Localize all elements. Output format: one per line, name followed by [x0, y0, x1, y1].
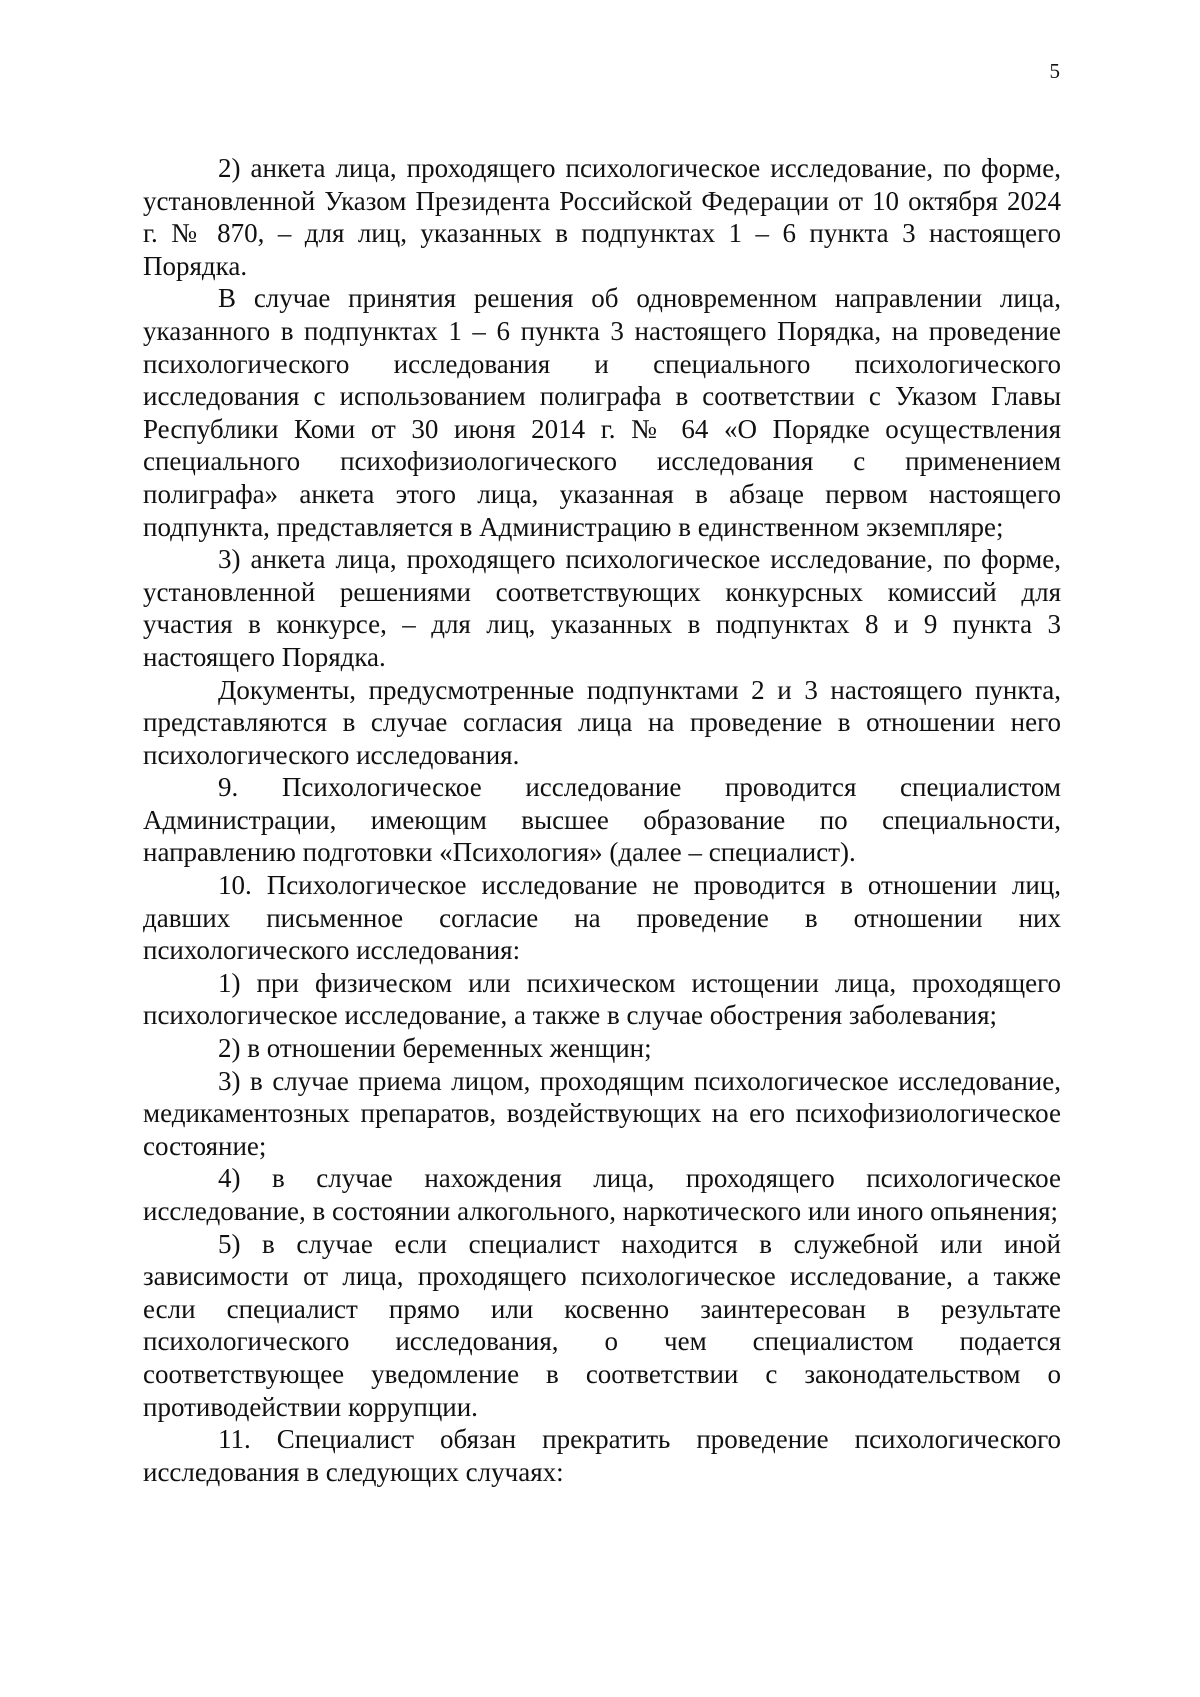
paragraph-clause-10-item-5: 5) в случае если специалист находится в служебной или иной зависимости от лица, проходящего психологическое исследование, а также если специалист прямо или косвенно заинтересован в результате психологического исследования, о чем специалистом подается соответствующее уведомление в соответствии с законодательством о противодействии коррупции.: [143, 1228, 1061, 1422]
paragraph-clause-10-item-3: 3) в случае приема лицом, проходящим психологическое исследование, медикаментозных препаратов, воздействующих на его психофизиологическое состояние;: [143, 1065, 1061, 1161]
paragraph-simultaneous-referral: В случае принятия решения об одновременном направлении лица, указанного в подпунктах 1 – 6 пункта 3 настоящего Порядка, на проведение психологического исследования и специального психологического исследования с использованием полиграфа в соответствии с Указом Главы Республики Коми от 30 июня 2014 г. № 64 «О Порядке осуществления специального психофизиологического исследования с применением полиграфа» анкета этого лица, указанная в абзаце первом настоящего подпункта, представляется в Администрацию в единственном экземпляре;: [143, 283, 1061, 542]
paragraph-clause-9: 9. Психологическое исследование проводится специалистом Администрации, имеющим высшее образование по специальности, направлению подготовки «Психология» (далее – специалист).: [143, 772, 1061, 868]
paragraph-clause-10-item-2: 2) в отношении беременных женщин;: [218, 1033, 652, 1064]
paragraph-clause-10-item-4: 4) в случае нахождения лица, проходящего психологическое исследование, в состоянии алкогольного, наркотического или иного опьянения;: [143, 1163, 1061, 1226]
paragraph-documents-consent: Документы, предусмотренные подпунктами 2 и 3 настоящего пункта, представляются в случае согласия лица на проведение в отношении него психологического исследования.: [143, 674, 1061, 770]
paragraph-clause-10-item-1: 1) при физическом или психическом истощении лица, проходящего психологическое исследование, а также в случае обострения заболевания;: [143, 967, 1061, 1031]
paragraph-clause-11: 11. Специалист обязан прекратить проведение психологического исследования в следующих случаях:: [143, 1424, 1061, 1487]
paragraph-item-3-questionnaire: 3) анкета лица, проходящего психологическое исследование, по форме, установленной решениями соответствующих конкурсных комиссий для участия в конкурсе, – для лиц, указанных в подпунктах 8 и 9 пункта 3 настоящего Порядка.: [143, 544, 1061, 672]
page-number: 5: [1049, 59, 1060, 83]
paragraph-item-2-questionnaire: 2) анкета лица, проходящего психологическое исследование, по форме, установленной Указом Президента Российской Федерации от 10 октября 2024 г. № 870, – для лиц, указанных в подпунктах 1 – 6 пункта 3 настоящего Порядка.: [143, 153, 1061, 281]
paragraph-clause-10: 10. Психологическое исследование не проводится в отношении лиц, давших письменное согласие на проведение в отношении них психологического исследования:: [143, 870, 1061, 966]
document-body: [143, 152, 1061, 1488]
